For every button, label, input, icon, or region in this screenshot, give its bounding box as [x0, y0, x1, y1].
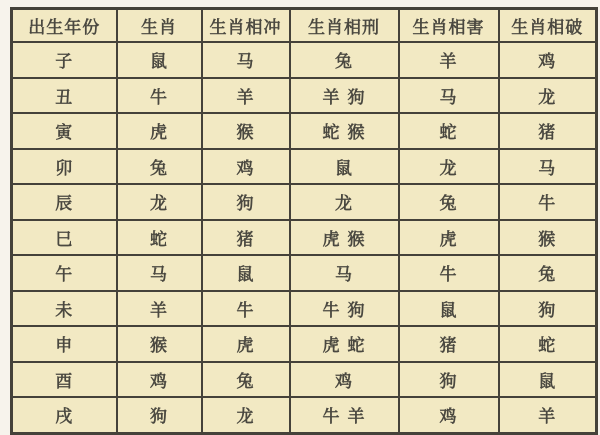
cell-xing: 马 — [290, 255, 399, 291]
cell-zodiac: 鼠 — [117, 42, 202, 78]
cell-po: 猴 — [499, 220, 597, 256]
cell-zodiac: 马 — [117, 255, 202, 291]
table-row-shen — [12, 326, 597, 362]
header-birth-year: 出生年份 — [12, 9, 117, 43]
cell-chong: 猴 — [202, 113, 290, 149]
cell-po: 蛇 — [499, 326, 597, 362]
cell-zodiac: 龙 — [117, 184, 202, 220]
cell-xing: 兔 — [290, 42, 399, 78]
cell-chong: 龙 — [202, 397, 290, 433]
cell-branch: 戌 — [12, 397, 117, 433]
cell-xing: 鸡 — [290, 362, 399, 398]
cell-branch: 未 — [12, 291, 117, 327]
header-zodiac: 生肖 — [117, 9, 202, 43]
cell-xing: 虎 蛇 — [290, 326, 399, 362]
cell-branch: 巳 — [12, 220, 117, 256]
table-row-yin — [12, 113, 597, 149]
cell-xing: 牛 羊 — [290, 397, 399, 433]
cell-hai: 虎 — [399, 220, 499, 256]
cell-chong: 猪 — [202, 220, 290, 256]
cell-zodiac: 鸡 — [117, 362, 202, 398]
cell-branch: 卯 — [12, 149, 117, 185]
cell-xing: 蛇 猴 — [290, 113, 399, 149]
cell-hai: 猪 — [399, 326, 499, 362]
cell-po: 马 — [499, 149, 597, 185]
cell-chong: 鼠 — [202, 255, 290, 291]
table-row-chou — [12, 78, 597, 114]
table-row-wu — [12, 255, 597, 291]
cell-po: 猪 — [499, 113, 597, 149]
cell-po: 狗 — [499, 291, 597, 327]
cell-chong: 鸡 — [202, 149, 290, 185]
cell-zodiac: 猴 — [117, 326, 202, 362]
cell-chong: 牛 — [202, 291, 290, 327]
cell-zodiac: 虎 — [117, 113, 202, 149]
cell-chong: 虎 — [202, 326, 290, 362]
cell-branch: 申 — [12, 326, 117, 362]
cell-zodiac: 狗 — [117, 397, 202, 433]
cell-zodiac: 羊 — [117, 291, 202, 327]
cell-xing: 龙 — [290, 184, 399, 220]
cell-branch: 酉 — [12, 362, 117, 398]
header-zodiac-hai: 生肖相害 — [399, 9, 499, 43]
table-row-you — [12, 362, 597, 398]
header-zodiac-chong: 生肖相冲 — [202, 9, 290, 43]
cell-chong: 兔 — [202, 362, 290, 398]
header-row — [12, 9, 597, 43]
cell-hai: 牛 — [399, 255, 499, 291]
table-row-zi — [12, 42, 597, 78]
cell-hai: 羊 — [399, 42, 499, 78]
header-zodiac-xing: 生肖相刑 — [290, 9, 399, 43]
header-zodiac-po: 生肖相破 — [499, 9, 597, 43]
cell-branch: 寅 — [12, 113, 117, 149]
cell-chong: 狗 — [202, 184, 290, 220]
cell-po: 兔 — [499, 255, 597, 291]
cell-xing: 羊 狗 — [290, 78, 399, 114]
table-row-xu — [12, 397, 597, 433]
cell-chong: 马 — [202, 42, 290, 78]
cell-po: 牛 — [499, 184, 597, 220]
cell-hai: 蛇 — [399, 113, 499, 149]
table-row-wei — [12, 291, 597, 327]
cell-xing: 牛 狗 — [290, 291, 399, 327]
cell-zodiac: 兔 — [117, 149, 202, 185]
cell-hai: 龙 — [399, 149, 499, 185]
cell-hai: 鸡 — [399, 397, 499, 433]
cell-branch: 辰 — [12, 184, 117, 220]
cell-po: 羊 — [499, 397, 597, 433]
cell-chong: 羊 — [202, 78, 290, 114]
cell-po: 鸡 — [499, 42, 597, 78]
cell-xing: 鼠 — [290, 149, 399, 185]
cell-po: 龙 — [499, 78, 597, 114]
cell-xing: 虎 猴 — [290, 220, 399, 256]
zodiac-compatibility-table — [10, 7, 598, 435]
cell-po: 鼠 — [499, 362, 597, 398]
cell-branch: 丑 — [12, 78, 117, 114]
table-row-mao — [12, 149, 597, 185]
cell-zodiac: 牛 — [117, 78, 202, 114]
cell-branch: 午 — [12, 255, 117, 291]
cell-hai: 兔 — [399, 184, 499, 220]
cell-hai: 马 — [399, 78, 499, 114]
cell-branch: 子 — [12, 42, 117, 78]
cell-hai: 狗 — [399, 362, 499, 398]
table-row-si — [12, 220, 597, 256]
cell-hai: 鼠 — [399, 291, 499, 327]
cell-zodiac: 蛇 — [117, 220, 202, 256]
table-row-chen — [12, 184, 597, 220]
